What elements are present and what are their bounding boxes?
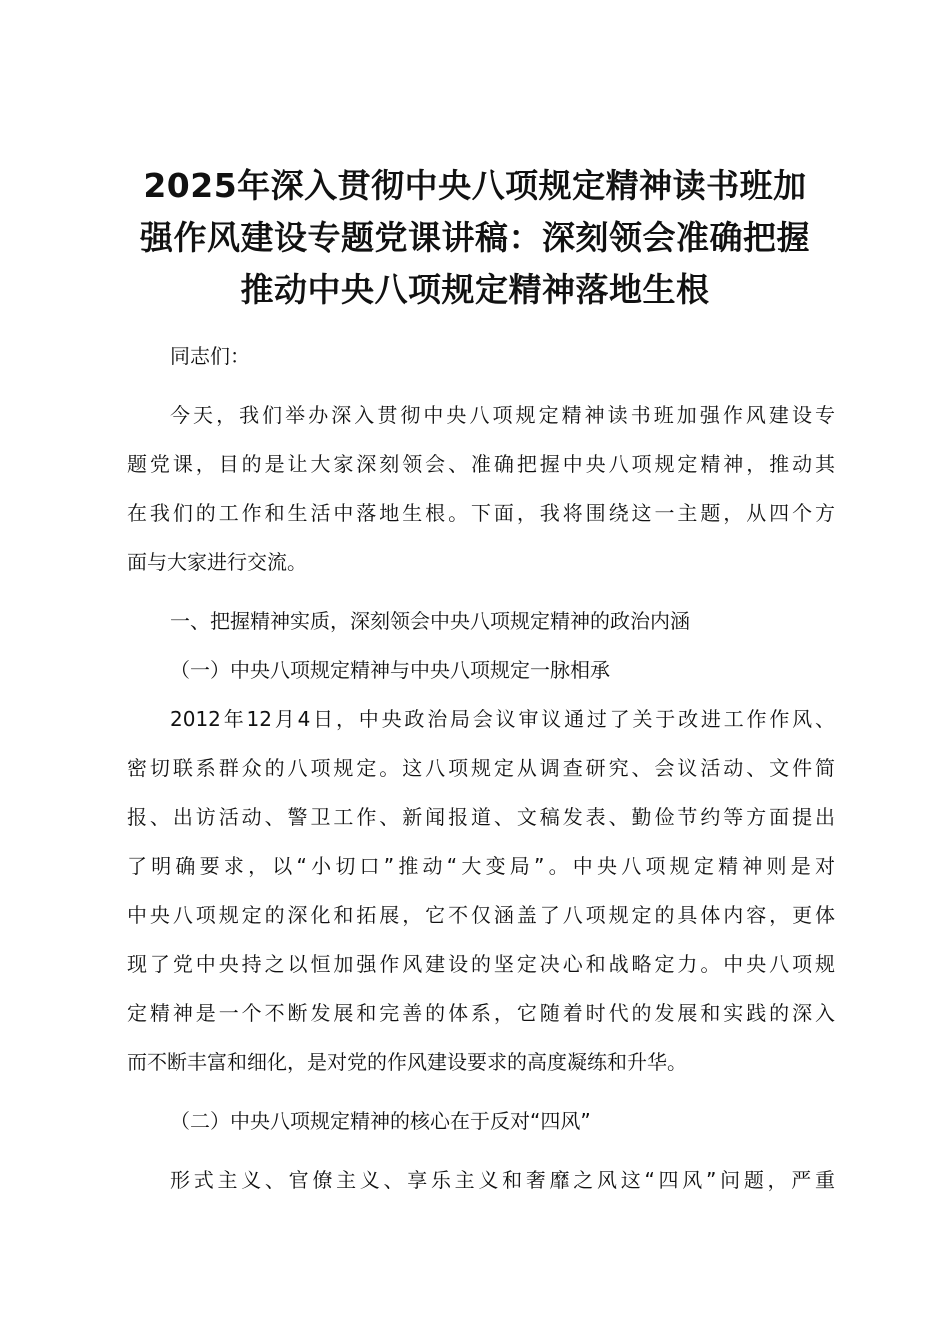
intro-paragraph	[127, 391, 835, 587]
title-line-2: 强作风建设专题党课讲稿：深刻领会准确把握	[140, 218, 810, 257]
subsection-1-heading	[127, 646, 835, 695]
subsection-1-line-2: 密切联系群众的八项规定。这八项规定从调查研究、会议活动、文件简	[127, 756, 835, 780]
intro-line-3: 在我们的工作和生活中落地生根。下面，我将围绕这一主题，从四个方	[127, 501, 835, 525]
subsection-2-heading-line: （二）中央八项规定精神的核心在于反对“四风”	[170, 1109, 591, 1133]
subsection-1-line-5: 中央八项规定的深化和拓展，它不仅涵盖了八项规定的具体内容，更体	[127, 903, 835, 927]
intro-line-4: 面与大家进行交流。	[127, 550, 307, 574]
subsection-1-line-7: 定精神是一个不断发展和完善的体系，它随着时代的发展和实践的深入	[127, 1001, 835, 1025]
intro-line-1: 今天，我们举办深入贯彻中央八项规定精神读书班加强作风建设专	[170, 403, 835, 427]
subsection-1-heading-line: （一）中央八项规定精神与中央八项规定一脉相承	[170, 658, 610, 682]
subsection-1-line-6: 现了党中央持之以恒加强作风建设的坚定决心和战略定力。中央八项规	[127, 952, 835, 976]
subsection-2-body	[127, 1156, 835, 1205]
title-line-3: 推动中央八项规定精神落地生根	[240, 270, 710, 309]
subsection-1-line-3: 报、出访活动、警卫工作、新闻报道、文稿发表、勤俭节约等方面提出	[127, 805, 835, 829]
subsection-2-line-1: 形式主义、官僚主义、享乐主义和奢靡之风这“四风”问题，严重	[170, 1168, 835, 1192]
section-1-heading-line: 一、把握精神实质，深刻领会中央八项规定精神的政治内涵	[170, 609, 690, 633]
greeting-line: 同志们：	[170, 344, 250, 368]
greeting-paragraph	[127, 332, 835, 381]
subsection-1-body	[127, 695, 835, 1087]
intro-line-2: 题党课，目的是让大家深刻领会、准确把握中央八项规定精神，推动其	[127, 452, 835, 476]
subsection-1-line-8: 而不断丰富和细化，是对党的作风建设要求的高度凝练和升华。	[127, 1050, 687, 1074]
subsection-2-heading	[127, 1097, 835, 1146]
subsection-1-line-4: 了明确要求，以“小切口”推动“大变局”。中央八项规定精神则是对	[127, 854, 835, 878]
document-body	[127, 332, 835, 1205]
document-title	[120, 160, 830, 316]
subsection-1-line-1: 2012年12月4日，中央政治局会议审议通过了关于改进工作作风、	[170, 707, 835, 731]
section-1-heading	[127, 597, 835, 646]
title-line-1: 2025年深入贯彻中央八项规定精神读书班加	[143, 166, 807, 205]
